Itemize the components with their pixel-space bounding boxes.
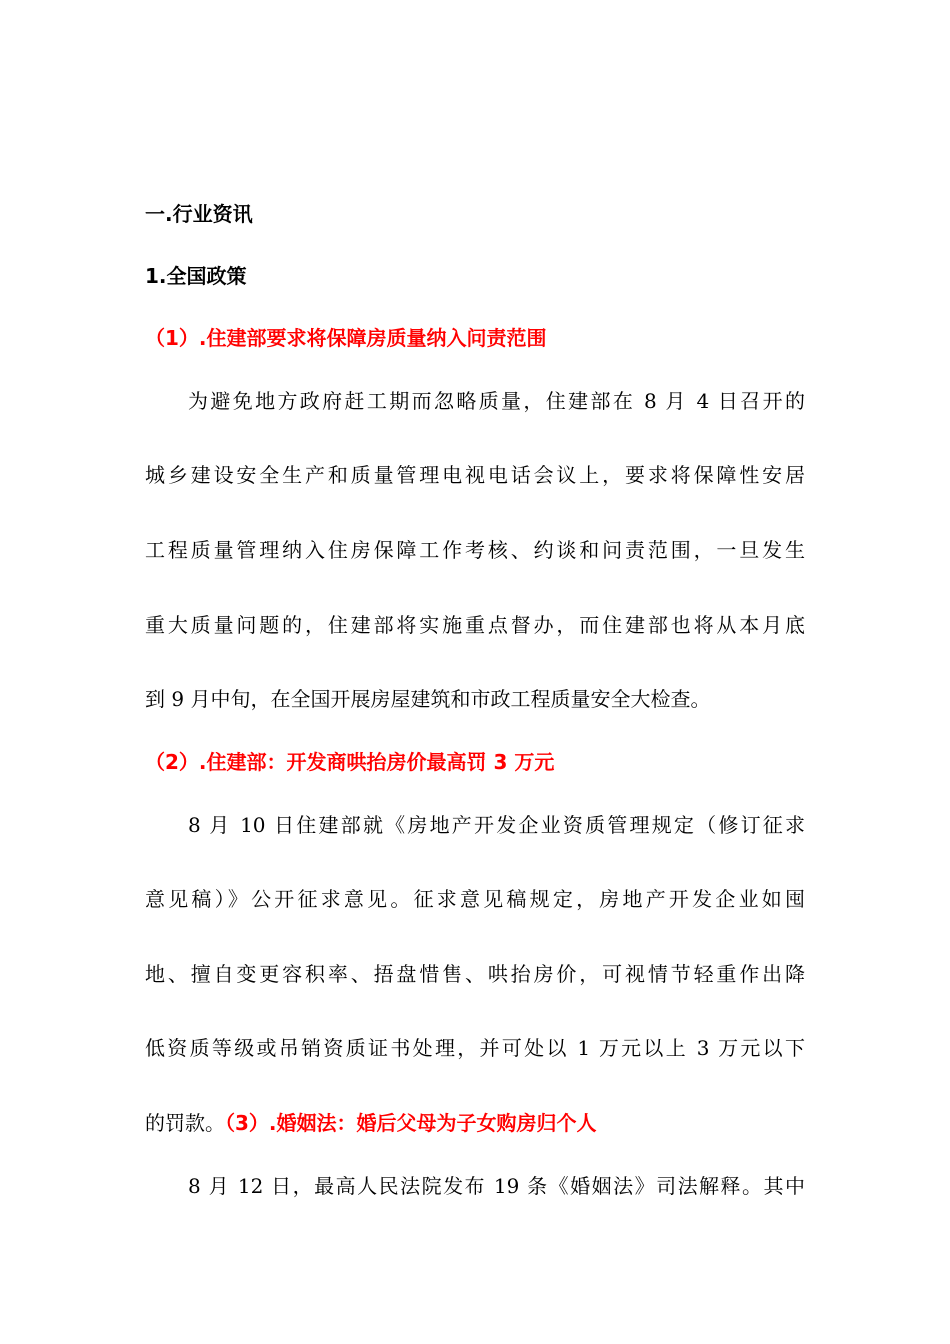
section3-line-1: 8 月 12 日，最高人民法院发布 19 条《婚姻法》司法解释。其中 <box>188 1174 805 1198</box>
section2-line-4: 低资质等级或吊销资质证书处理，并可处以 1 万元以上 3 万元以下 <box>145 1036 805 1060</box>
section1-line-2: 城乡建设安全生产和质量管理电视电话会议上，要求将保障性安居 <box>145 463 805 487</box>
section2-last-line <box>145 1110 597 1136</box>
section2-line-3: 地、擅自变更容积率、捂盘惜售、哄抬房价，可视情节轻重作出降 <box>145 962 805 986</box>
section2-title: （2）.住建部：开发商哄抬房价最高罚 3 万元 <box>145 750 555 774</box>
section2-line-2: 意见稿）》公开征求意见。征求意见稿规定，房地产开发企业如囤 <box>145 887 805 911</box>
section1-line-4: 重大质量问题的，住建部将实施重点督办，而住建部也将从本月底 <box>145 613 805 637</box>
section1-line-3: 工程质量管理纳入住房保障工作考核、约谈和问责范围，一旦发生 <box>145 538 805 562</box>
section2-line-5: 的罚款。 <box>145 1111 225 1135</box>
section1-title: （1）.住建部要求将保障房质量纳入问责范围 <box>145 326 547 350</box>
section2-line-1: 8 月 10 日住建部就《房地产开发企业资质管理规定（修订征求 <box>188 813 805 837</box>
section1-line-5: 到 9 月中旬，在全国开展房屋建筑和市政工程质量安全大检查。 <box>145 687 711 711</box>
section3-title: （3）.婚姻法：婚后父母为子女购房归个人 <box>225 1111 597 1135</box>
section1-line-1: 为避免地方政府赶工期而忽略质量，住建部在 8 月 4 日召开的 <box>188 389 805 413</box>
heading-national-policy: 1.全国政策 <box>145 264 247 288</box>
heading-industry-news: 一.行业资讯 <box>145 202 253 226</box>
